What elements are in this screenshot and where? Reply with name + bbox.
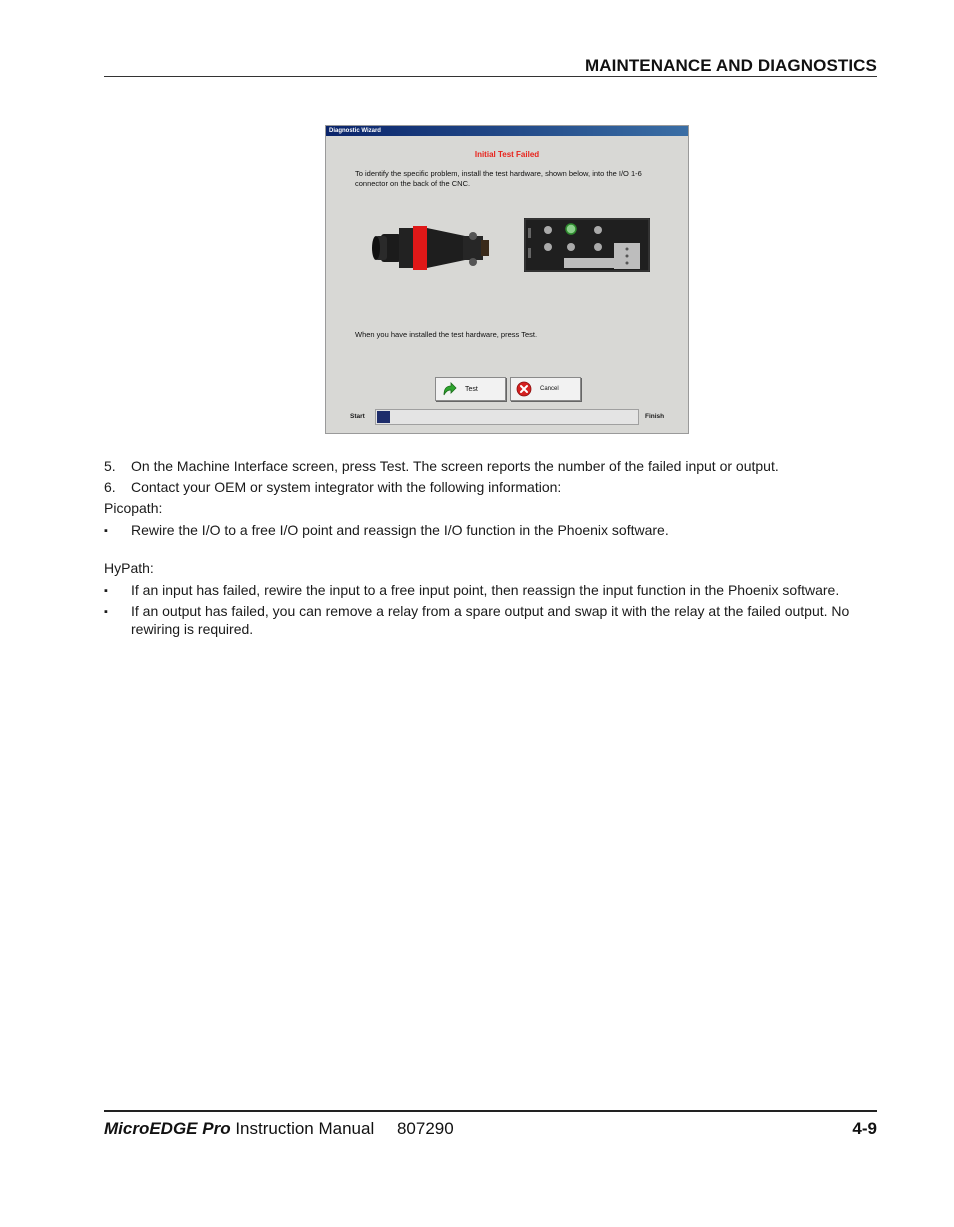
dialog-title-bar: Diagnostic Wizard: [326, 126, 688, 136]
progress-bar: [375, 409, 639, 425]
green-arrow-icon: [441, 381, 457, 397]
footer-divider: [104, 1110, 877, 1112]
progress-row: [326, 409, 688, 427]
step-text: Contact your OEM or system integrator with the following information:: [131, 479, 562, 495]
test-button-label: Test: [465, 385, 478, 393]
page-number: 4-9: [852, 1119, 877, 1138]
hypath-bullet: If an input has failed, rewire the input to a free input point, then reassign the input function in the Phoenix software.: [131, 582, 840, 598]
test-button[interactable]: [435, 377, 506, 401]
dialog-prompt: When you have installed the test hardware, press Test.: [355, 330, 538, 339]
step-number: 5.: [104, 458, 116, 474]
cancel-button-label: Cancel: [540, 386, 559, 392]
progress-finish-label: Finish: [645, 413, 665, 420]
picopath-bullet: Rewire the I/O to a free I/O point and reassign the I/O function in the Phoenix software.: [131, 522, 669, 538]
dialog-heading: Initial Test Failed: [474, 150, 540, 159]
progress-bar-fill: [377, 411, 390, 423]
document-number: 807290: [396, 1119, 454, 1138]
test-connector-image: [369, 216, 494, 278]
header-divider: [104, 76, 877, 77]
manual-type: Instruction Manual: [235, 1119, 375, 1138]
test-board-image: [524, 218, 650, 272]
close-icon: [516, 381, 532, 397]
cancel-button[interactable]: [510, 377, 581, 401]
progress-start-label: Start: [350, 413, 365, 420]
diagnostic-wizard-dialog: [325, 125, 689, 434]
hypath-label: HyPath:: [104, 560, 154, 576]
hypath-bullet: If an output has failed, you can remove a relay from a spare output and swap it with the relay at the failed output. No rewiring is required.: [131, 603, 850, 637]
bullet-icon: ▪: [104, 525, 108, 537]
bullet-icon: ▪: [104, 606, 108, 618]
picopath-label: Picopath:: [104, 500, 163, 516]
product-name: MicroEDGE Pro: [104, 1119, 231, 1138]
section-title: MAINTENANCE AND DIAGNOSTICS: [584, 56, 877, 75]
step-number: 6.: [104, 479, 116, 495]
dialog-instruction: To identify the specific problem, install the test hardware, shown below, into the I/O 1-6 connector on the back of the CNC.: [355, 169, 642, 188]
bullet-icon: ▪: [104, 585, 108, 597]
step-text: On the Machine Interface screen, press Test. The screen reports the number of the failed input or output.: [131, 458, 779, 474]
footer-doc-info: [104, 1119, 454, 1139]
